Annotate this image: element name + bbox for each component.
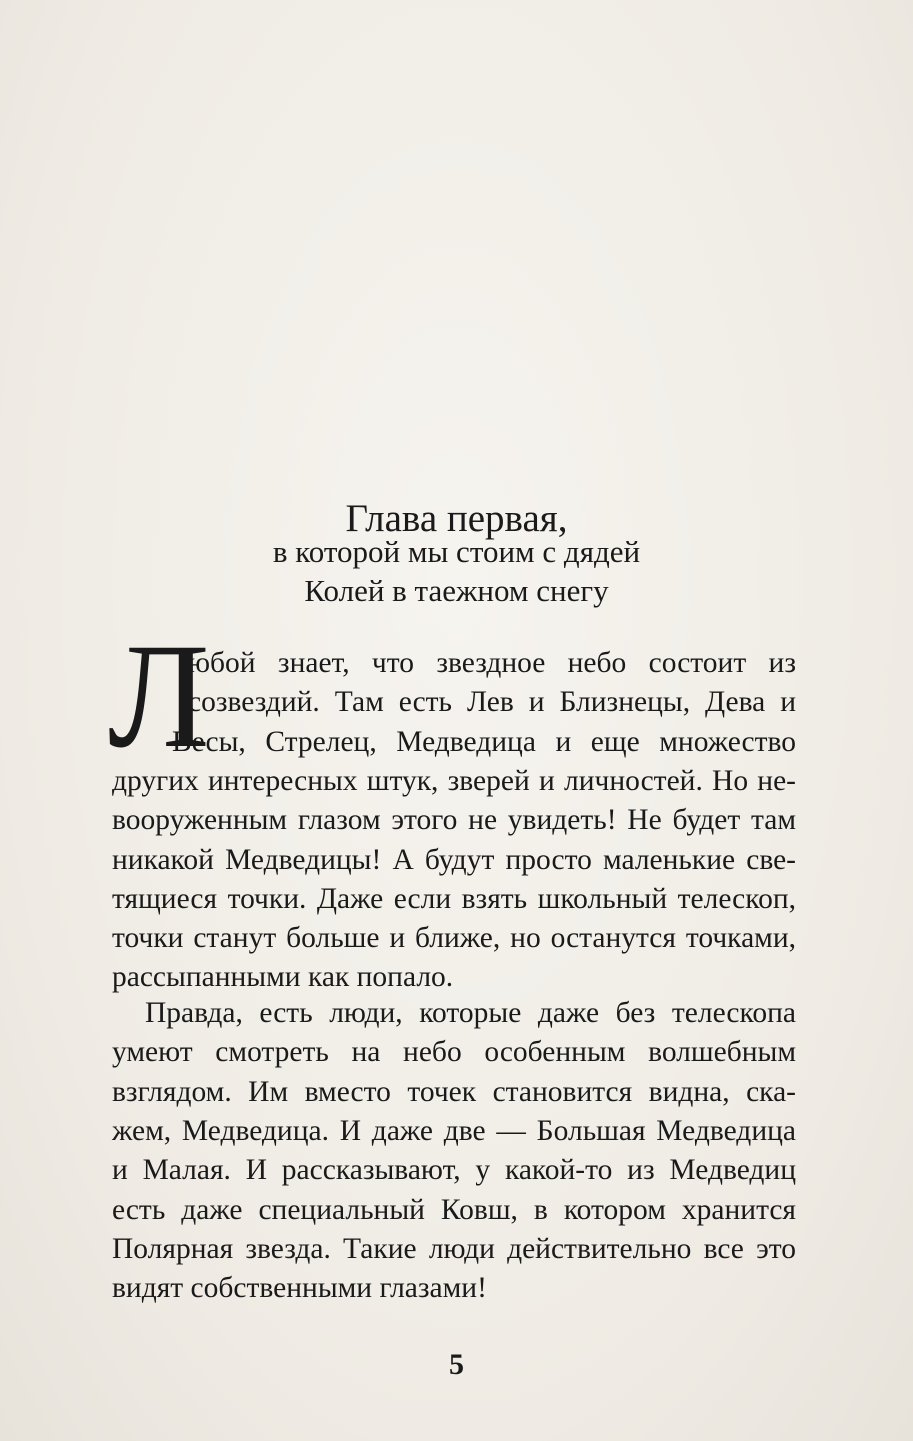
text-line: рассыпанными как попало. — [112, 961, 454, 994]
text-line: никакой Медведицы! А будут просто маленькие све- — [112, 843, 796, 876]
text-line: видят собственными глазами! — [112, 1272, 487, 1305]
text-line: взглядом. Им вместо точек становится видна, ска- — [112, 1075, 796, 1108]
text-line: умеют смотреть на небо особенным волшебным — [112, 1036, 796, 1069]
text-line: есть даже специальный Ковш, в котором хранится — [112, 1193, 796, 1226]
text-line: тящиеся точки. Даже если взять школьный телескоп, — [112, 882, 796, 915]
text-line: Правда, есть люди, которые даже без телескопа — [145, 997, 796, 1029]
chapter-title: Глава первая, — [345, 497, 568, 540]
text-line: других интересных штук, зверей и личностей. Но не- — [112, 764, 796, 797]
chapter-subtitle-line-2: Колей в таежном снегу — [304, 573, 609, 608]
text-line: Весы, Стрелец, Медведица и еще множество — [172, 725, 796, 758]
text-line: и Малая. И рассказывают, у какой-то из Медведиц — [112, 1154, 796, 1187]
page-number: 5 — [449, 1348, 464, 1381]
text-line: юбой знает, что звездное небо состоит из — [188, 647, 796, 679]
text-line: созвездий. Там есть Лев и Близнецы, Дева и — [188, 686, 796, 719]
drop-cap: Л — [108, 613, 210, 779]
text-line: Полярная звезда. Такие люди действительно все это — [112, 1232, 796, 1265]
text-line: жем, Медведица. И даже две — Большая Медведица — [112, 1114, 796, 1147]
text-line: вооруженным глазом этого не увидеть! Не будет там — [112, 804, 796, 837]
text-line: точки станут больше и ближе, но останутся точками, — [112, 922, 796, 955]
chapter-subtitle-line-1: в которой мы стоим с дядей — [272, 534, 641, 569]
